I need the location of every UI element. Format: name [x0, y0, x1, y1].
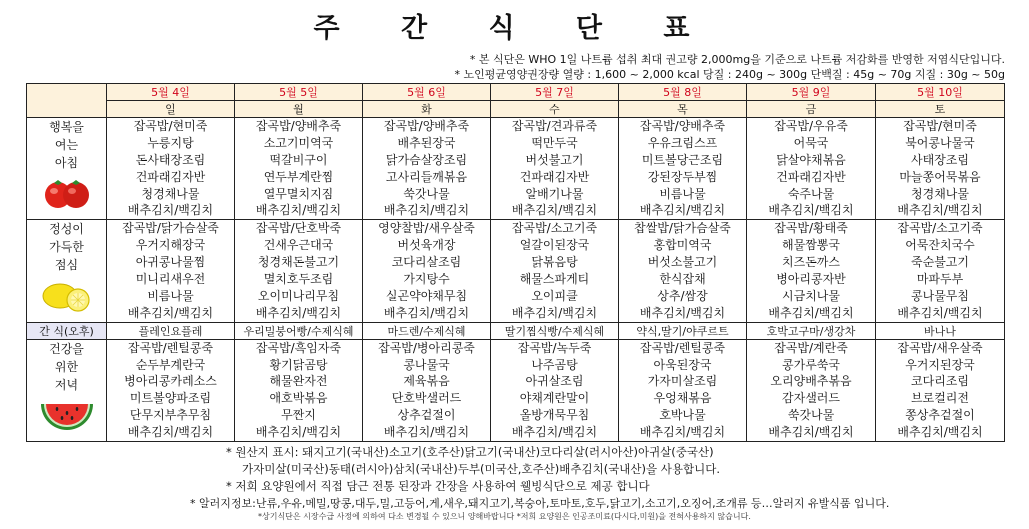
dish-item: 배추김치/백김치 — [383, 203, 470, 218]
dish-item: 버섯소불고기 — [647, 255, 718, 270]
weekday-cell: 수 — [491, 101, 619, 118]
dish-item: 코다리조림 — [911, 374, 969, 389]
meal-label-line: 위한 — [54, 359, 79, 374]
dish-item: 배추김치/백김치 — [897, 203, 983, 218]
dish-item: 병아리콩카레소스 — [124, 374, 217, 389]
meal-cell — [876, 220, 1005, 322]
dish-item: 단무지부추무침 — [129, 408, 212, 423]
meal-cell — [107, 118, 235, 220]
dish-item: 건파래김자반 — [135, 169, 206, 184]
dish-item: 배추김치/백김치 — [255, 425, 342, 440]
meal-cell — [491, 220, 619, 322]
meal-label-line: 여는 — [54, 138, 79, 152]
dish-item: 잡곡밥/양배추죽 — [639, 119, 726, 133]
snack-cell: 딸기찜식빵/수제식혜 — [491, 322, 619, 339]
dish-item: 건파래김자반 — [776, 169, 846, 184]
weekday-cell: 토 — [876, 101, 1005, 118]
dish-item: 건새우근대국 — [263, 238, 334, 253]
meal-label-line: 건강을 — [49, 341, 84, 356]
meal-cell — [747, 339, 876, 441]
meal-label-line: 저녁 — [54, 377, 79, 392]
dish-item: 배추김치/백김치 — [768, 203, 854, 218]
meal-cell — [363, 220, 491, 322]
dish-item: 배추김치/백김치 — [511, 305, 598, 320]
dish-item: 마늘쫑어묵볶음 — [899, 169, 981, 184]
meal-cell — [107, 339, 235, 441]
snack-cell: 마드렌/수제식혜 — [363, 322, 491, 339]
dish-item: 청경채나물 — [141, 186, 200, 201]
meal-cell — [876, 118, 1005, 220]
dish-item: 찹쌀밥/닭가슴살죽 — [634, 221, 731, 236]
dish-item: 나주곰탕 — [531, 357, 578, 372]
dish-item: 누릉지탕 — [147, 135, 194, 150]
snack-cell: 호박고구마/생강차 — [747, 322, 876, 339]
tomato-icon — [41, 176, 93, 210]
dish-item: 열무멸치지짐 — [263, 186, 334, 201]
lunch-row — [27, 220, 1005, 322]
allergy-note: * 알러지정보:난류,우유,메밀,땅콩,대두,밀,고등어,게,새우,돼지고기,복숭아,토마토,호두,닭고기,소고기,오징어,조개류 등…알러지 유발식품 입니다. — [190, 497, 890, 510]
dinner-label — [27, 339, 107, 441]
dish-item: 잡곡밥/현미죽 — [133, 119, 208, 133]
dish-item: 올방개묵무침 — [519, 408, 590, 423]
dish-item: 강된장두부찜 — [647, 169, 718, 184]
dish-item: 영양찰밥/새우살죽 — [378, 221, 475, 236]
dish-item: 배추김치/백김치 — [255, 203, 342, 218]
snack-cell: 우리밀붕어빵/수제식혜 — [235, 322, 363, 339]
meal-cell — [747, 118, 876, 220]
dish-item: 잡곡밥/황태죽 — [774, 221, 848, 236]
dish-item: 아귀살조림 — [525, 374, 584, 389]
date-cell: 5월 5일 — [235, 84, 363, 101]
dish-item: 비름나물 — [659, 186, 706, 201]
dish-item: 콩나물국 — [403, 357, 450, 372]
origin-note-cont: 가자미살(미국산)동태(러시아)삼치(국내산)두부(미국산,호주산)배추김치(국내산)을 사용합니다. — [242, 462, 720, 476]
meal-cell — [491, 339, 619, 441]
dish-item: 가지탕수 — [403, 272, 450, 287]
lunch-label — [27, 220, 107, 322]
dish-item: 죽순불고기 — [911, 255, 969, 270]
dish-item: 배추김치/백김치 — [511, 203, 598, 218]
page-title: 주 간 식 단 표 — [313, 13, 716, 44]
date-cell: 5월 4일 — [107, 84, 235, 101]
dish-item: 어묵국 — [793, 135, 829, 150]
dish-item: 떡만두국 — [531, 135, 578, 150]
dish-item: 배추김치/백김치 — [639, 305, 726, 320]
dish-item: 닭가슴살장조림 — [385, 152, 468, 167]
date-cell: 5월 7일 — [491, 84, 619, 101]
dish-item: 멸치호두조림 — [263, 272, 334, 287]
weekday-row — [27, 101, 1005, 118]
dish-item: 무짠지 — [281, 408, 316, 423]
dish-item: 콩나물무침 — [911, 288, 969, 303]
breakfast-row — [27, 118, 1005, 220]
meal-cell — [235, 339, 363, 441]
dish-item: 잡곡밥/녹두죽 — [517, 340, 592, 355]
breakfast-label — [27, 118, 107, 220]
dish-item: 감자샐러드 — [782, 391, 840, 406]
weekday-cell: 목 — [619, 101, 747, 118]
dish-item: 배추김치/백김치 — [383, 425, 470, 440]
meal-cell — [619, 220, 747, 322]
dish-item: 아귀콩나물찜 — [135, 255, 206, 270]
dish-item: 버섯육개장 — [397, 238, 456, 253]
dish-item: 잡곡밥/렌틸콩죽 — [639, 340, 726, 355]
dish-item: 건파래김자반 — [519, 169, 590, 184]
meal-label-line: 행복을 — [49, 120, 84, 134]
weekday-cell: 화 — [363, 101, 491, 118]
dish-item: 버섯불고기 — [525, 152, 584, 167]
meal-cell — [491, 118, 619, 220]
dish-item: 해물스파게티 — [519, 272, 590, 287]
dish-item: 청경채돈불고기 — [257, 255, 340, 270]
dish-item: 치즈돈까스 — [782, 255, 840, 270]
meal-cell — [235, 118, 363, 220]
meal-cell — [619, 339, 747, 441]
dish-item: 잡곡밥/새우살죽 — [897, 340, 983, 355]
meal-cell — [363, 118, 491, 220]
dish-item: 잡곡밥/흑임자죽 — [255, 340, 342, 355]
sauce-note: * 저희 요양원에서 직접 담근 전통 된장과 간장을 사용하여 웰빙식단으로 제공 합니다 — [226, 479, 650, 493]
corner-cell — [27, 84, 107, 118]
dish-item: 우엉채볶음 — [653, 391, 712, 406]
dish-item: 단호박샐러드 — [391, 391, 462, 406]
date-cell: 5월 9일 — [747, 84, 876, 101]
dish-item: 병아리콩자반 — [776, 272, 846, 287]
dish-item: 실곤약야채무침 — [385, 288, 468, 303]
dish-item: 오이피클 — [531, 288, 578, 303]
dish-item: 잡곡밥/소고기죽 — [511, 221, 598, 236]
snack-row — [27, 322, 1005, 339]
date-cell: 5월 10일 — [876, 84, 1005, 101]
snack-cell: 바나나 — [876, 322, 1005, 339]
dish-item: 잡곡밥/계란죽 — [774, 340, 848, 355]
weekday-cell: 일 — [107, 101, 235, 118]
dish-item: 돈사태장조림 — [135, 152, 206, 167]
dish-item: 쫑상추겉절이 — [905, 408, 975, 423]
dish-item: 배추김치/백김치 — [897, 305, 983, 320]
dish-item: 어묵잔치국수 — [905, 238, 975, 253]
dish-item: 배추김치/백김치 — [897, 425, 983, 440]
dish-item: 미니리새우전 — [135, 272, 206, 287]
meal-label-line: 정성이 — [49, 222, 84, 237]
dish-item: 쑥갓나물 — [787, 408, 835, 423]
meal-cell — [747, 220, 876, 322]
dish-item: 잡곡밥/닭가슴살죽 — [122, 221, 219, 236]
dish-item: 배추김치/백김치 — [383, 305, 470, 320]
dish-item: 잡곡밥/소고기죽 — [897, 221, 983, 236]
dish-item: 한식잡채 — [659, 272, 706, 287]
dish-item: 배추김치/백김치 — [127, 305, 214, 320]
dish-item: 얼갈이된장국 — [519, 238, 590, 253]
dish-item: 숙주나물 — [787, 186, 835, 201]
dish-item: 콩가루쑥국 — [782, 357, 840, 372]
snack-cell: 플레인요플레 — [107, 322, 235, 339]
watermelon-icon — [39, 398, 95, 430]
dinner-row — [27, 339, 1005, 441]
meal-cell — [107, 220, 235, 322]
dish-item: 미트볼양파조림 — [129, 391, 212, 406]
dish-item: 연두부계란찜 — [263, 169, 334, 184]
dish-item: 소고기미역국 — [263, 135, 334, 150]
dish-item: 코다리살조림 — [391, 255, 462, 270]
meal-cell — [876, 339, 1005, 441]
dish-item: 가자미살조림 — [647, 374, 718, 389]
dish-item: 우유크림스프 — [647, 135, 718, 150]
dish-item: 오이미나리무침 — [257, 288, 340, 303]
dish-item: 호박나물 — [659, 408, 706, 423]
date-cell: 5월 6일 — [363, 84, 491, 101]
weekly-menu-table — [26, 83, 1005, 442]
dish-item: 배추김치/백김치 — [639, 203, 726, 218]
dish-item: 홍합미역국 — [653, 238, 712, 253]
sodium-note: * 본 식단은 WHO 1일 나트륨 섭취 최대 권고량 2,000mg을 기준으로 나트륨 저감화를 반영한 저염식단입니다. — [469, 53, 1005, 66]
dish-item: 비름나물 — [147, 288, 194, 303]
dish-item: 오리양배추볶음 — [770, 374, 852, 389]
meal-cell — [363, 339, 491, 441]
date-cell: 5월 8일 — [619, 84, 747, 101]
snack-cell: 약식,딸기/야쿠르트 — [619, 322, 747, 339]
origin-note: * 원산지 표시: 돼지고기(국내산)소고기(호주산)닭고기(국내산)코다리살(러시아산)아귀살(중국산) — [226, 445, 714, 459]
dish-item: 잡곡밥/렌틸콩죽 — [127, 340, 214, 355]
dish-item: 알배기나물 — [525, 186, 584, 201]
dish-item: 브로컬리전 — [911, 391, 969, 406]
meal-cell — [235, 220, 363, 322]
dish-item: 잡곡밥/현미죽 — [903, 119, 977, 133]
dish-item: 제육볶음 — [403, 374, 450, 389]
lemon-icon — [40, 278, 94, 314]
dish-item: 배추김치/백김치 — [639, 425, 726, 440]
dish-item: 사태장조림 — [911, 152, 969, 167]
dish-item: 잡곡밥/양배추죽 — [255, 119, 342, 133]
dish-item: 청경채나물 — [911, 186, 969, 201]
dish-item: 배추김치/백김치 — [768, 425, 854, 440]
dish-item: 쑥갓나물 — [403, 186, 450, 201]
dish-item: 아욱된장국 — [653, 357, 712, 372]
meal-label-line: 아침 — [54, 156, 79, 170]
dish-item: 애호박볶음 — [269, 391, 328, 406]
weekday-cell: 금 — [747, 101, 876, 118]
dish-item: 배추김치/백김치 — [127, 203, 214, 218]
dish-item: 시금치나물 — [782, 288, 840, 303]
dish-item: 닭살야채볶음 — [776, 152, 846, 167]
disclaimer-note: *상기식단은 시장수급 사정에 의하여 다소 변경될 수 있으니 양해바랍니다 *저희 요양원은 인공조미료(다시다,미원)을 전혀사용하지 않습니다. — [258, 512, 751, 521]
dish-item: 순두부계란국 — [135, 357, 206, 372]
weekday-cell: 월 — [235, 101, 363, 118]
meal-cell — [619, 118, 747, 220]
dish-item: 우거지된장국 — [905, 357, 975, 372]
dish-item: 해물완자전 — [269, 374, 328, 389]
nutrition-note: * 노인평균영양권장량 열량 : 1,600 ~ 2,000 kcal 당질 : 240g ~ 300g 단백질 : 45g ~ 70g 지질 : 30g ~ 50g — [454, 68, 1005, 81]
dish-item: 배추김치/백김치 — [255, 305, 342, 320]
dish-item: 마파두부 — [916, 272, 964, 287]
dish-item: 황기닭곰탕 — [269, 357, 328, 372]
dish-item: 배추김치/백김치 — [127, 425, 214, 440]
dish-item: 닭볶음탕 — [531, 255, 578, 270]
dish-item: 잡곡밥/견과류죽 — [511, 119, 598, 133]
dish-item: 떡갈비구이 — [269, 152, 328, 167]
dish-item: 잡곡밥/양배추죽 — [383, 119, 470, 133]
dish-item: 해물짬뽕국 — [782, 238, 840, 253]
date-row — [27, 84, 1005, 101]
dish-item: 북어콩나물국 — [905, 135, 975, 150]
dish-item: 잡곡밥/우유죽 — [774, 119, 848, 133]
meal-label-line: 점심 — [54, 258, 79, 273]
dish-item: 상추겉절이 — [397, 408, 456, 423]
dish-item: 배추김치/백김치 — [768, 305, 854, 320]
dish-item: 야채계란말이 — [519, 391, 590, 406]
dish-item: 잡곡밥/단호박죽 — [255, 221, 342, 236]
dish-item: 미트볼당근조림 — [641, 152, 724, 167]
dish-item: 잡곡밥/병아리콩죽 — [378, 340, 475, 355]
snack-label: 간 식(오후) — [27, 322, 107, 339]
dish-item: 배추김치/백김치 — [511, 425, 598, 440]
dish-item: 고사리들깨볶음 — [385, 169, 468, 184]
dish-item: 우거지해장국 — [135, 238, 206, 253]
meal-label-line: 가득한 — [49, 240, 84, 255]
dish-item: 상추/쌈장 — [657, 288, 708, 303]
dish-item: 배추된장국 — [397, 135, 456, 150]
